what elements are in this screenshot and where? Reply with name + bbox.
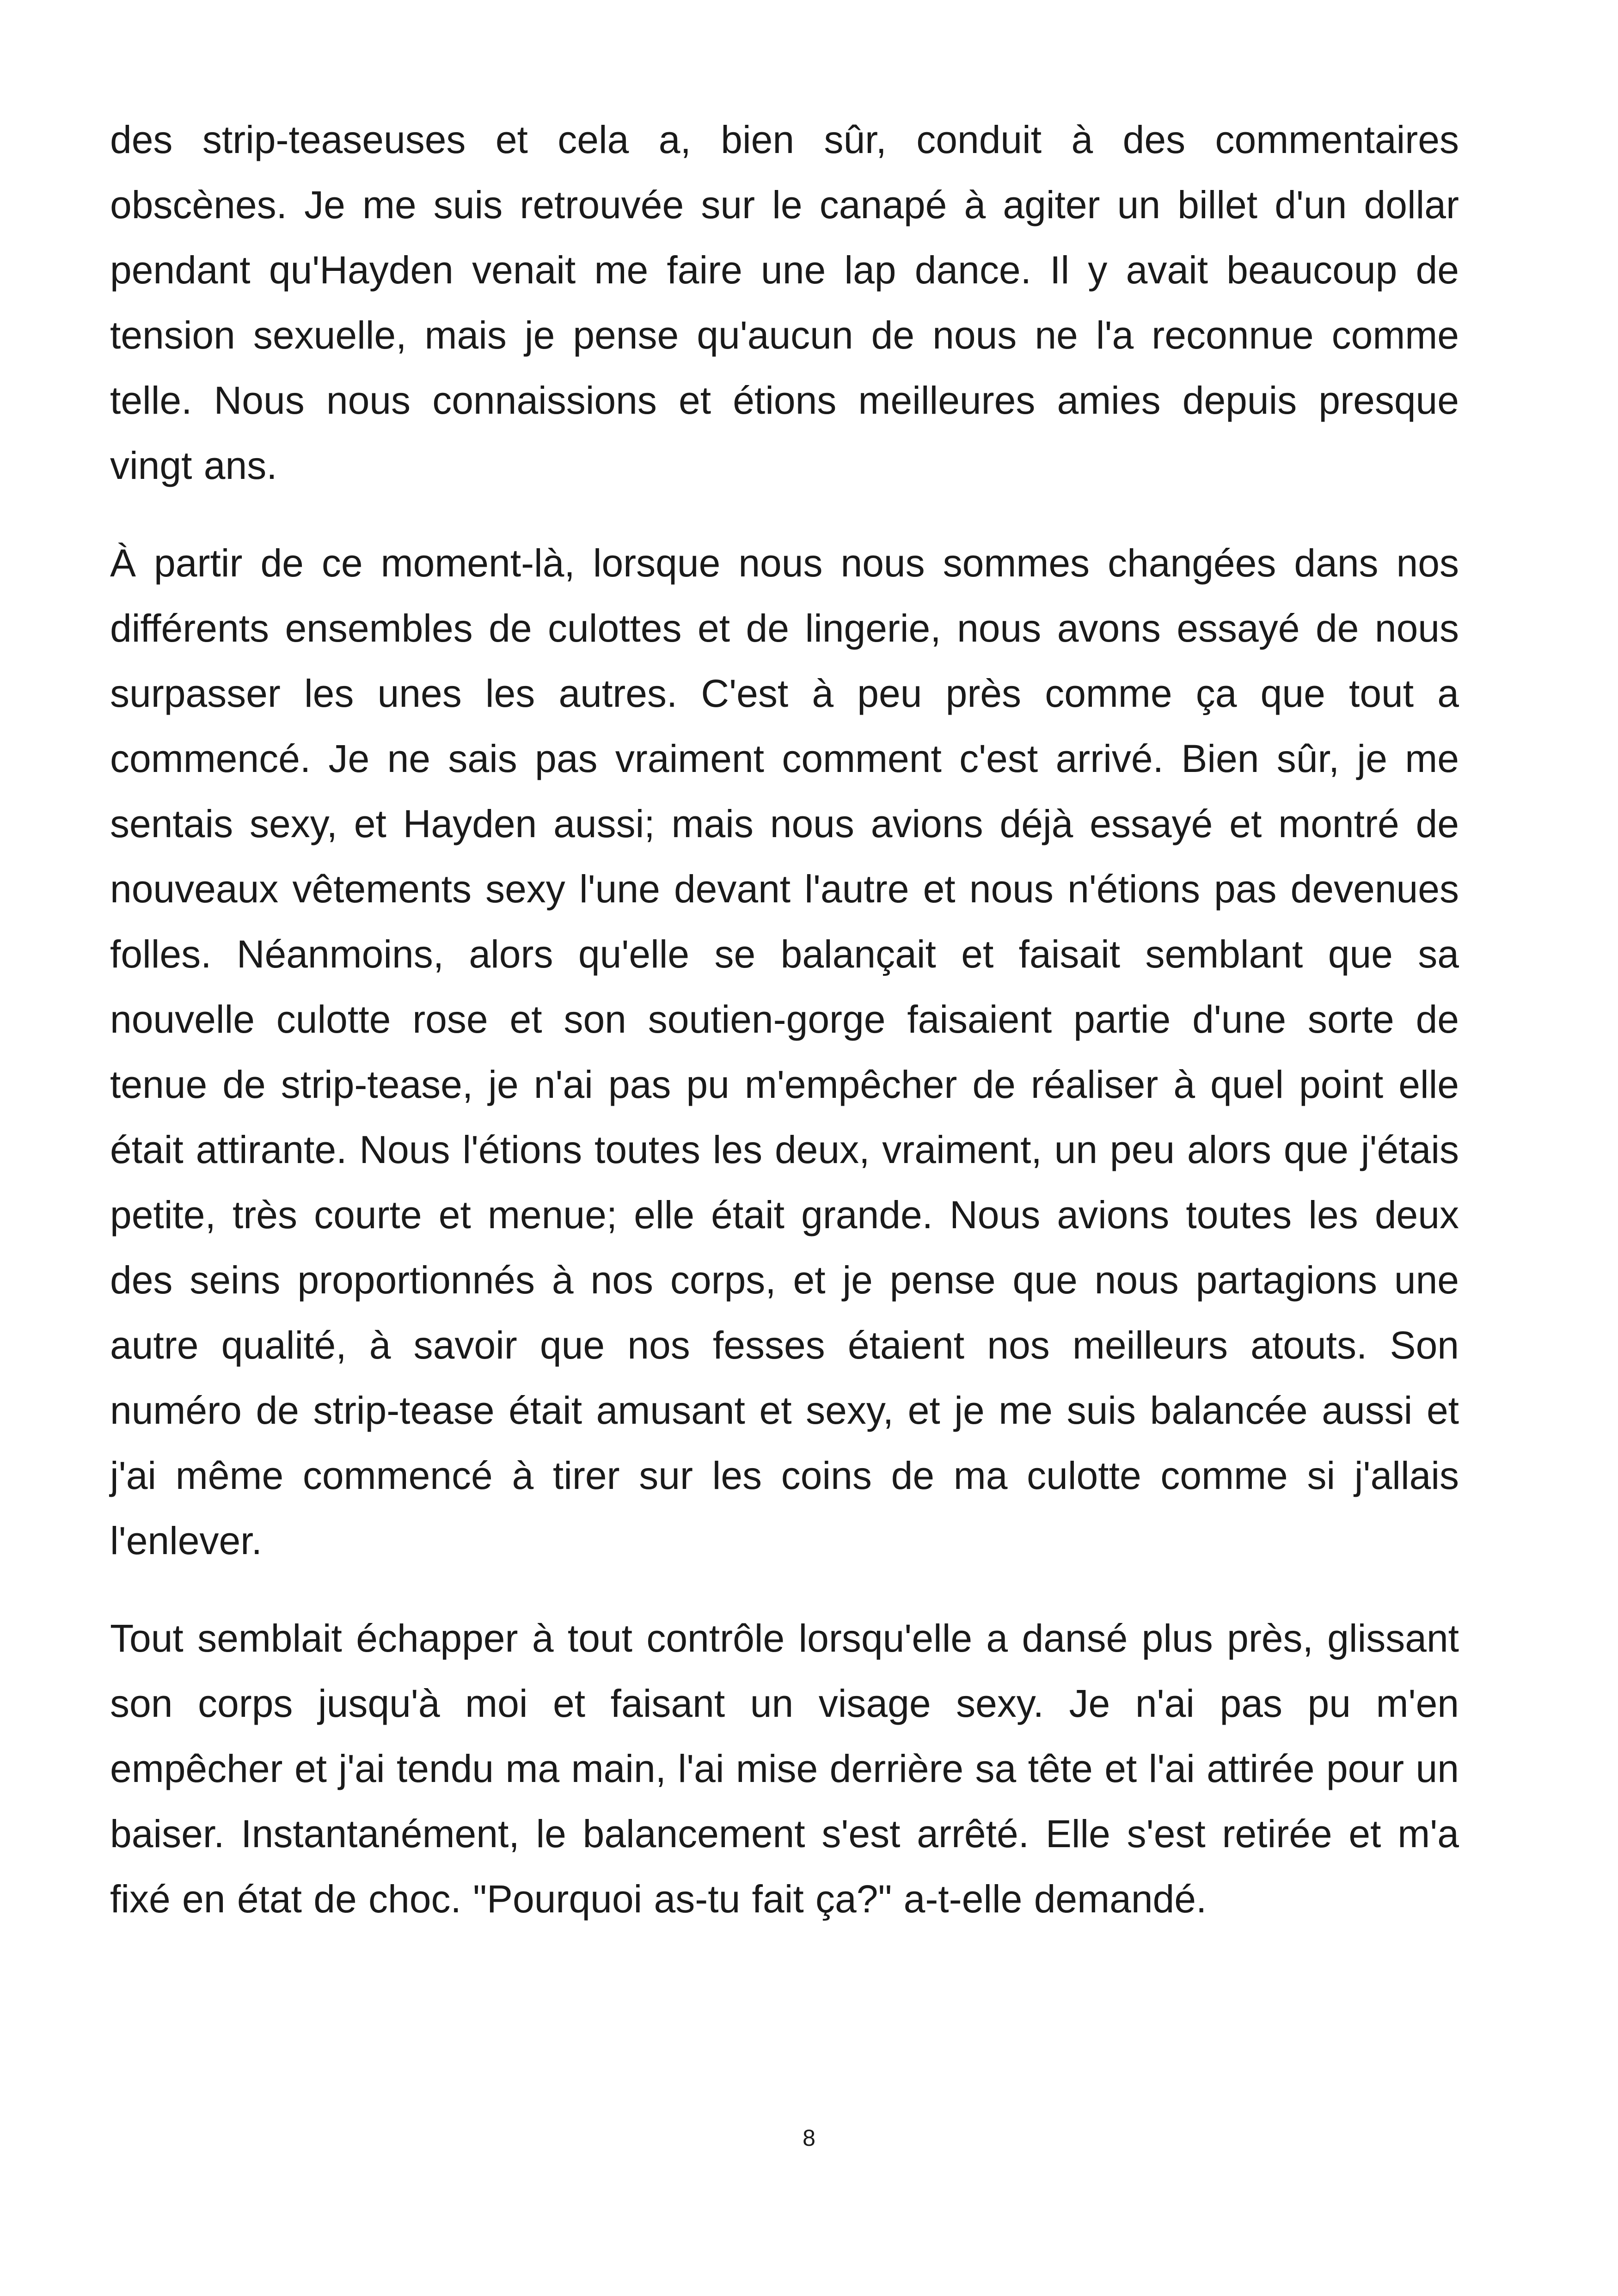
- paragraph-1: des strip-teaseuses et cela a, bien sûr, conduit à des commentaires obscènes. Je me suis retrouvée sur le canapé à agiter un billet d'un dollar pendant qu'Hayden venait me faire une lap dance. Il y avait beaucoup de tension sexuelle, mais je pense qu'aucun de nous ne l'a reconnue comme telle. Nous nous connaissions et étions meilleures amies depuis presque vingt ans.: [110, 118, 1459, 487]
- paragraph-2: À partir de ce moment-là, lorsque nous nous sommes changées dans nos différents ensembles de culottes et de lingerie, nous avons essayé de nous surpasser les unes les autres. C'est à peu près comme ça que tout a commencé. Je ne sais pas vraiment comment c'est arrivé. Bien sûr, je me sentais sexy, et Hayden aussi; mais nous avions déjà essayé et montré de nouveaux vêtements sexy l'une devant l'autre et nous n'étions pas devenues folles. Néanmoins, alors qu'elle se balançait et faisait semblant que sa nouvelle culotte rose et son soutien-gorge faisaient partie d'une sorte de tenue de strip-tease, je n'ai pas pu m'empêcher de réaliser à quel point elle était attirante. Nous l'étions toutes les deux, vraiment, un peu alors que j'étais petite, très courte et menue; elle était grande. Nous avions toutes les deux des seins proportionnés à nos corps, et je pense que nous partagions une autre qualité, à savoir que nos fesses étaient nos meilleurs atouts. Son numéro de strip-tease était amusant et sexy, et je me suis balancée aussi et j'ai même commencé à tirer sur les coins de ma culotte comme si j'allais l'enlever.: [110, 541, 1459, 1562]
- paragraph-3: Tout semblait échapper à tout contrôle lorsqu'elle a dansé plus près, glissant son corps jusqu'à moi et faisant un visage sexy. Je n'ai pas pu m'en empêcher et j'ai tendu ma main, l'ai mise derrière sa tête et l'ai attirée pour un baiser. Instantanément, le balancement s'est arrêté. Elle s'est retirée et m'a fixé en état de choc. "Pourquoi as-tu fait ça?" a-t-elle demandé.: [110, 1616, 1459, 1921]
- page-number: 8: [803, 2125, 815, 2151]
- body-text: [110, 107, 1459, 1964]
